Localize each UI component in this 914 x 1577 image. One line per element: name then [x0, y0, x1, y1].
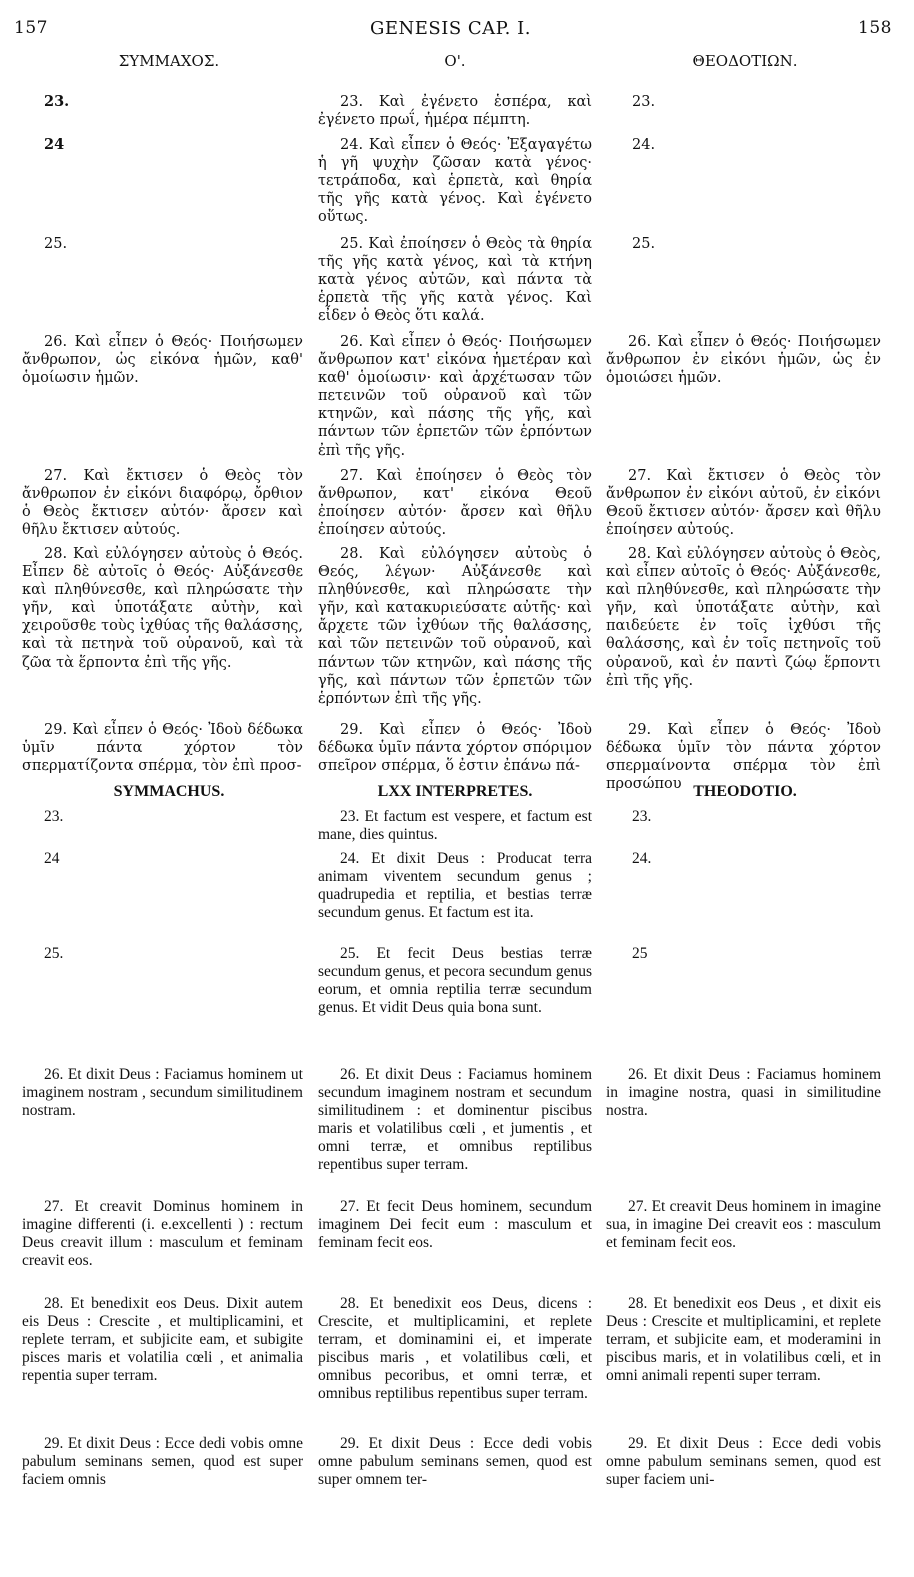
latin-theodotion-verse-26: 26. Et dixit Deus : Faciamus hominem in imagine nostra, quasi in similitudine nostra. [606, 1066, 881, 1120]
greek-theodotion-verse-23: 23. [632, 94, 656, 110]
greek-symmachus-verse-27: 27. Καὶ ἔκτισεν ὁ Θεὸς τὸν ἄνθρωπον ἐν εἰκόνι διαφόρῳ, ὄρθιον ὁ Θεὸς ἔκτισεν αὐτόν· ἄρσεν καὶ θῆλυ ἔκτισεν αὐτούς. [22, 468, 303, 539]
greek-lxx-verse-27: 27. Καὶ ἐποίησεν ὁ Θεὸς τὸν ἄνθρωπον, κατ' εἰκόνα Θεοῦ ἐποίησεν αὐτόν· ἄρσεν καὶ θῆλυ ἐποίησεν αὐτούς. [318, 468, 592, 539]
latin-title-lxx: LXX INTERPRETES. [377, 783, 533, 800]
latin-theodotion-verse-23: 23. [632, 808, 652, 825]
latin-symmachus-verse-29: 29. Et dixit Deus : Ecce dedi vobis omne pabulum seminans semen, quod est super faciem omnis [22, 1435, 303, 1489]
latin-lxx-verse-24: 24. Et dixit Deus : Producat terra animam viventem secundum genus ; quadrupedia et reptilia, et bestias terræ secundum genus. Et factum est ita. [318, 850, 592, 922]
latin-lxx-verse-28: 28. Et benedixit eos Deus, dicens : Crescite, et multiplicamini, et replete terram, et dominamini ei, et imperate piscibus maris , et volatilibus cœli, et omnibus pecoribus, et omni terræ, et omnibus reptilibus repentibus super terram. [318, 1295, 592, 1403]
greek-title-theodotion: ΘΕΟΔΟΤΙΩΝ. [692, 52, 798, 70]
greek-lxx-verse-29: 29. Καὶ εἶπεν ὁ Θεός· Ἰδοὺ δέδωκα ὑμῖν πάντα χόρτον σπόριμον σπεῖρον σπέρμα, ὅ ἐστιν ἐπάνω πά- [318, 722, 592, 775]
latin-title-theodotion: THEODOTIO. [693, 783, 797, 800]
greek-theodotion-verse-24: 24. [632, 137, 656, 153]
greek-lxx-verse-28: 28. Καὶ εὐλόγησεν αὐτοὺς ὁ Θεός, λέγων· Αὐξάνεσθε καὶ πληθύνεσθε, καὶ πληρώσατε τὴν γῆν, καὶ κατακυριεύσατε αὐτῆς· καὶ ἄρχετε τῶν ἰχθύων τῆς θαλάσσης, καὶ τῶν πετεινῶν τοῦ οὐρανοῦ, καὶ πάντων τῶν κτηνῶν, καὶ πάσης τῆς γῆς, καὶ πάντων τῶν ἑρπετῶν τῶν ἑρπόντων ἐπὶ τῆς γῆς. [318, 546, 592, 707]
greek-lxx-verse-24: 24. Καὶ εἶπεν ὁ Θεός· Ἐξαγαγέτω ἡ γῆ ψυχὴν ζῶσαν κατὰ γένος· τετράποδα, καὶ ἑρπετὰ, καὶ θηρία τῆς γῆς κατὰ γένος. Καὶ ἐγένετο οὕτως. [318, 137, 592, 226]
greek-theodotion-verse-27: 27. Καὶ ἔκτισεν ὁ Θεὸς τὸν ἄνθρωπον ἐν εἰκόνι αὐτοῦ, ἐν εἰκόνι Θεοῦ ἔκτισεν αὐτόν· ἄρσεν καὶ θῆλυ ἐποίησεν αὐτούς. [606, 468, 881, 539]
greek-theodotion-verse-25: 25. [632, 236, 656, 252]
latin-lxx-verse-27: 27. Et fecit Deus hominem, secundum imaginem Dei fecit eum : masculum et feminam fecit eos. [318, 1198, 592, 1252]
greek-symmachus-verse-29: 29. Καὶ εἶπεν ὁ Θεός· Ἰδοὺ δέδωκα ὑμῖν πάντα χόρτον τὸν σπερματίζοντα σπέρμα, τὸν ἐπὶ προσ- [22, 722, 303, 775]
latin-theodotion-verse-28: 28. Et benedixit eos Deus , et dixit eis Deus : Crescite et multiplicamini, et replete terram, et subjicite eam, et moderamini in piscibus maris, et in volatilibus cœli, et in omni animali repenti super terram. [606, 1295, 881, 1385]
latin-lxx-verse-26: 26. Et dixit Deus : Faciamus hominem secundum imaginem nostram et secundum similitudinem : et dominentur piscibus maris et volatilibus cœli , et jumentis , et omni terræ, et omnibus reptilibus repentibus super terram. [318, 1066, 592, 1174]
latin-theodotion-verse-25: 25 [632, 945, 648, 962]
latin-symmachus-verse-24: 24 [44, 850, 60, 867]
greek-lxx-verse-23: 23. Καὶ ἐγένετο ἑσπέρα, καὶ ἐγένετο πρωΐ, ἡμέρα πέμπτη. [318, 94, 592, 129]
latin-symmachus-verse-26: 26. Et dixit Deus : Faciamus hominem ut imaginem nostram , secundum similitudinem nostram. [22, 1066, 303, 1120]
latin-symmachus-verse-25: 25. [44, 945, 64, 962]
latin-lxx-verse-23: 23. Et factum est vespere, et factum est mane, dies quintus. [318, 808, 592, 844]
greek-symmachus-verse-24: 24 [44, 136, 65, 153]
greek-theodotion-verse-26: 26. Καὶ εἶπεν ὁ Θεός· Ποιήσωμεν ἄνθρωπον ἐν εἰκόνι ἡμῶν, ὡς ἐν ὁμοιώσει ἡμῶν. [606, 334, 881, 387]
latin-symmachus-verse-28: 28. Et benedixit eos Deus. Dixit autem eis Deus : Crescite , et multiplicamini, et replete terram, et subjicite eam, et subigite pisces maris et volatilia cœli , et animalia repentia super terram. [22, 1295, 303, 1385]
latin-lxx-verse-29: 29. Et dixit Deus : Ecce dedi vobis omne pabulum seminans semen, quod est super omnem ter- [318, 1435, 592, 1489]
greek-theodotion-verse-28: 28. Καὶ εὐλόγησεν αὐτοὺς ὁ Θεὸς, καὶ εἶπεν αὐτοῖς ὁ Θεός· Αὐξάνεσθε, καὶ πληθύνεσθε, καὶ πληρώσατε τὴν γῆν, καὶ ὑποτάξατε αὐτὴν, καὶ παιδεύετε ἐν τοῖς ἰχθύσι τῆς θαλάσσης, καὶ ἐν τοῖς πετηνοῖς τοῦ οὐρανοῦ, καὶ ἐν παντὶ ζώῳ ἕρποντι ἐπὶ τῆς γῆς. [606, 546, 881, 689]
greek-symmachus-verse-28: 28. Καὶ εὐλόγησεν αὐτοὺς ὁ Θεός. Εἶπεν δὲ αὐτοῖς ὁ Θεός· Αὐξάνεσθε καὶ πληθύνεσθε, καὶ πληρώσατε τὴν γῆν, καὶ ὑποτάξατε αὐτὴν, καὶ χειροῦσθε τοὺς ἰχθύας τῆς θαλάσσης, καὶ τὰ πετηνὰ τοῦ οὐρανοῦ, καὶ τὰ ζῶα τὰ ἕρποντα ἐπὶ τῆς γῆς. [22, 546, 303, 671]
latin-theodotion-verse-24: 24. [632, 850, 652, 867]
running-title: GENESIS CAP. I. [370, 18, 531, 39]
left-page-number: 157 [14, 18, 48, 38]
greek-symmachus-verse-25: 25. [44, 236, 68, 252]
latin-symmachus-verse-27: 27. Et creavit Dominus hominem in imagine differenti (i. e.excellenti ) : rectum Deus creavit illum : masculum et feminam creavit eos. [22, 1198, 303, 1270]
greek-symmachus-verse-23: 23. [44, 93, 70, 110]
greek-theodotion-verse-29: 29. Καὶ εἶπεν ὁ Θεός· Ἰδοὺ δέδωκα ὑμῖν τὸν πάντα χόρτον σπερμαίνοντα σπέρμα τὸν ἐπὶ προσώπου [606, 722, 881, 793]
latin-lxx-verse-25: 25. Et fecit Deus bestias terræ secundum genus, et pecora secundum genus eorum, et omnia reptilia terræ secundum genus. Et vidit Deus quia bona sunt. [318, 945, 592, 1017]
greek-lxx-verse-26: 26. Καὶ εἶπεν ὁ Θεός· Ποιήσωμεν ἄνθρωπον κατ' εἰκόνα ἡμετέραν καὶ καθ' ὁμοίωσιν· καὶ ἀρχέτωσαν τῶν πετεινῶν τοῦ οὐρανοῦ καὶ τῶν κτηνῶν, καὶ πάσης τῆς γῆς, καὶ πάντων τῶν ἑρπετῶν τῶν ἑρπόντων ἐπὶ τῆς γῆς. [318, 334, 592, 459]
greek-title-symmachus: ΣΥΜΜΑΧΟΣ. [118, 52, 220, 70]
latin-title-symmachus: SYMMACHUS. [113, 783, 225, 800]
greek-lxx-verse-25: 25. Καὶ ἐποίησεν ὁ Θεὸς τὰ θηρία τῆς γῆς κατὰ γένος, καὶ τὰ κτήνη κατὰ γένος αὐτῶν, καὶ πάντα τὰ ἑρπετὰ τῆς γῆς κατὰ γένος. Καὶ εἶδεν ὁ Θεὸς ὅτι καλά. [318, 236, 592, 325]
latin-theodotion-verse-27: 27. Et creavit Deus hominem in imagine sua, in imagine Dei creavit eos : masculum et feminam fecit eos. [606, 1198, 881, 1252]
greek-title-lxx: Ο'. [444, 52, 466, 70]
latin-theodotion-verse-29: 29. Et dixit Deus : Ecce dedi vobis omne pabulum seminans semen, quod est super faciem uni- [606, 1435, 881, 1489]
latin-symmachus-verse-23: 23. [44, 808, 64, 825]
right-page-number: 158 [858, 18, 892, 38]
greek-symmachus-verse-26: 26. Καὶ εἶπεν ὁ Θεός· Ποιήσωμεν ἄνθρωπον, ὡς εἰκόνα ἡμῶν, καθ' ὁμοίωσιν ἡμῶν. [22, 334, 303, 387]
